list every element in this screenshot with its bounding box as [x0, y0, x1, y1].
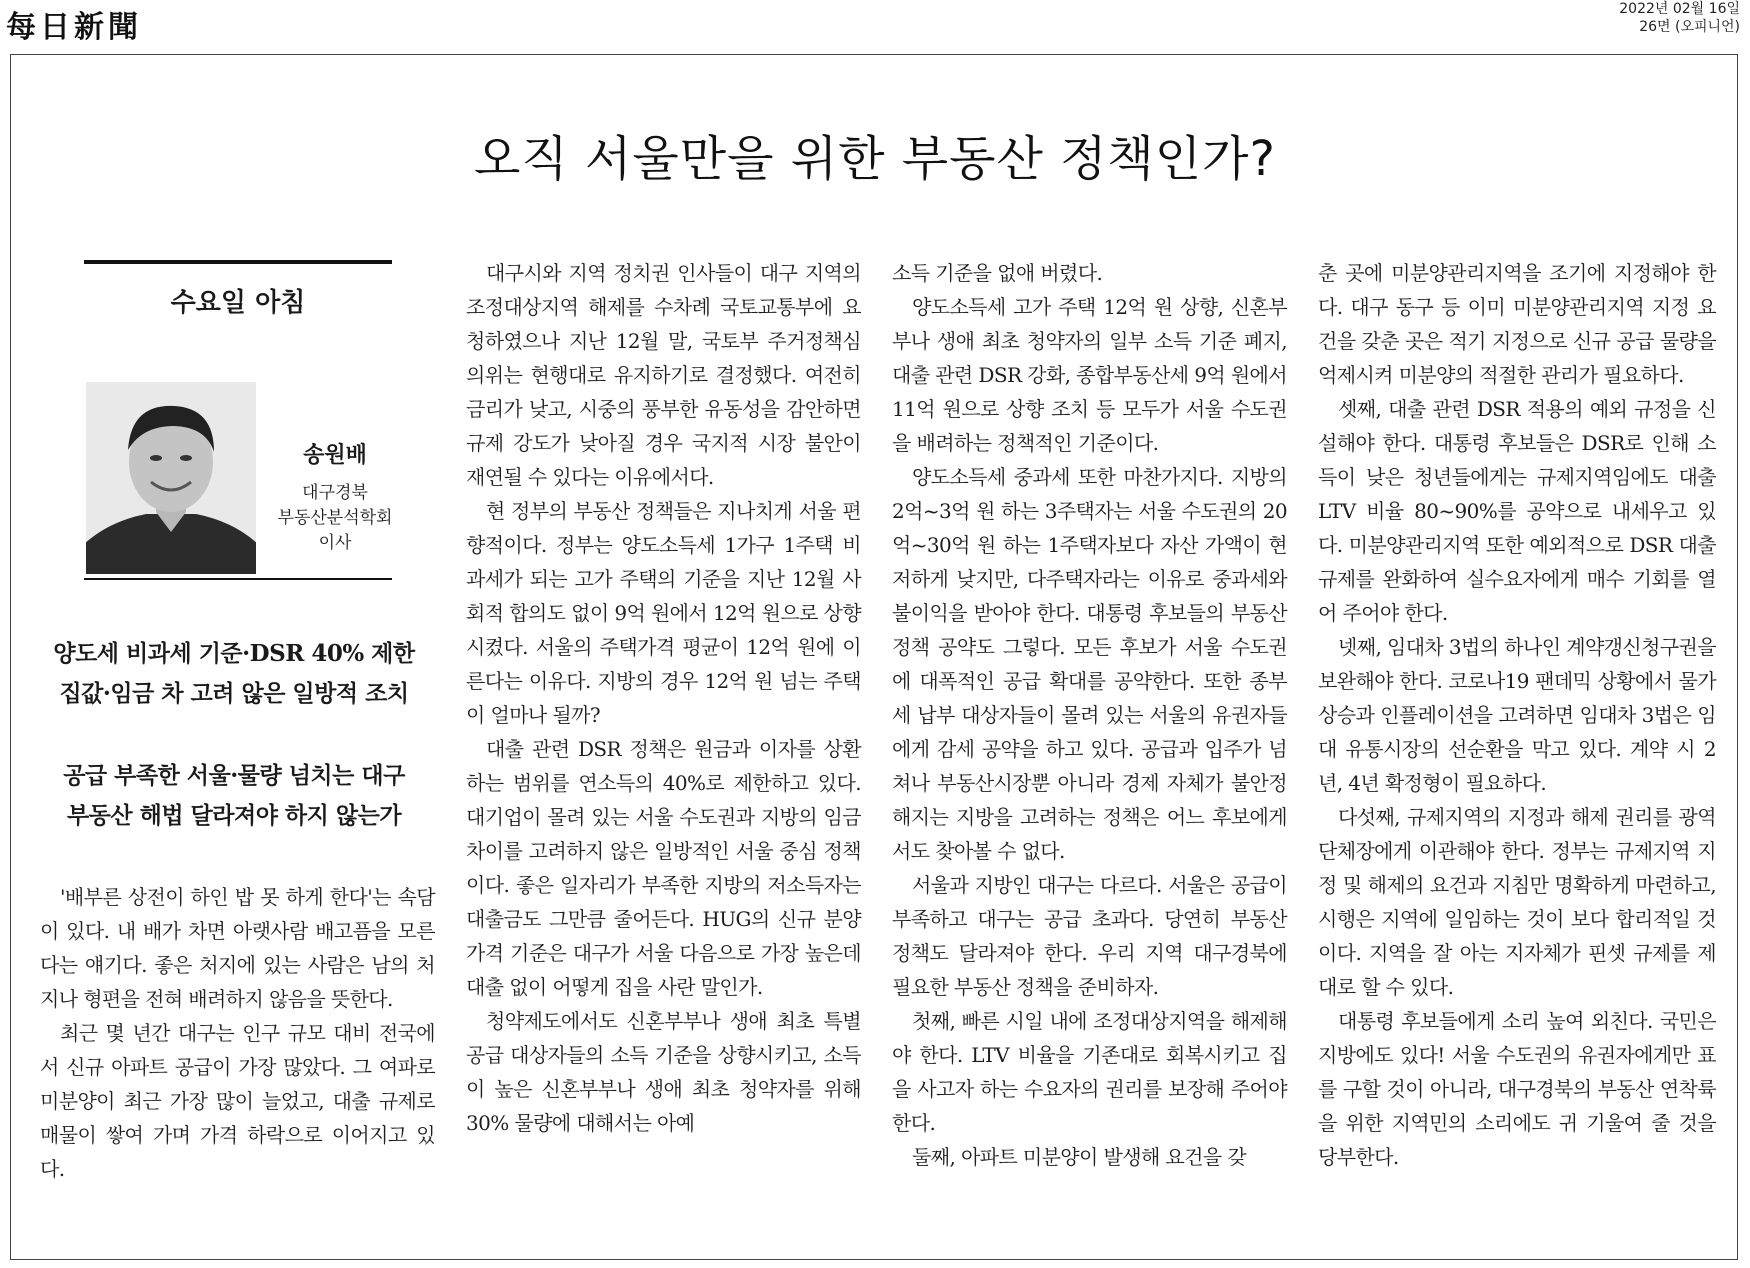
paragraph: 다섯째, 규제지역의 지정과 해제 권리를 광역단체장에게 이관해야 한다. 정부는 규제지역 지정 및 해제의 요건과 지침만 명확하게 마련하고, 시행은 지역에 일임하는 것이 보다 합리적일 것이다. 지역을 잘 아는 지자체가 핀셋 규제를 제대로 할 수 있다. [1318, 805, 1716, 999]
paragraph: 현 정부의 부동산 정책들은 지나치게 서울 편향적이다. 정부는 양도소득세 1가구 1주택 비과세가 되는 고가 주택의 기준을 지난 12월 사회적 합의도 없이 9억 원에서 12억 원으로 상향시켰다. 서울의 주택가격 평균이 12억 원에 이른다는 이유다. 지방의 경우 12억 원 넘는 주택이 얼마나 될까? [466, 499, 861, 727]
sidebar-top-rule [84, 260, 392, 264]
body-column-2 [466, 256, 861, 1140]
author-photo [86, 382, 256, 574]
issue-date: 2022년 02월 16일 [1619, 1, 1740, 17]
body-column-4 [1318, 256, 1716, 1174]
issue-meta [1619, 0, 1740, 36]
sidebar-bottom-rule [84, 578, 392, 580]
paragraph: 첫째, 빠른 시일 내에 조정대상지역을 해제해야 한다. LTV 비율을 기존대로 회복시키고 집을 사고자 하는 수요자의 권리를 보장해 주어야 한다. [892, 1009, 1287, 1135]
paragraph: 대통령 후보들에게 소리 높여 외친다. 국민은 지방에도 있다! 서울 수도권의 유권자에게만 표를 구할 것이 아니라, 대구경북의 부동산 연착륙을 위한 지역민의 소리에도 귀 기울여 줄 것을 당부한다. [1318, 1009, 1716, 1169]
subhead-2-line-1: 공급 부족한 서울·물량 넘치는 대구 [63, 762, 405, 789]
author-portrait [86, 382, 256, 574]
paragraph-continued: 춘 곳에 미분양관리지역을 조기에 지정해야 한다. 대구 동구 등 이미 미분양관리지역 지정 요건을 갖춘 곳은 적기 지정으로 신규 공급 물량을 억제시켜 미분양의 적절한 관리가 필요하다. [1318, 261, 1716, 387]
paragraph: 셋째, 대출 관련 DSR 적용의 예외 규정을 신설해야 한다. 대통령 후보들은 DSR로 인해 소득이 낮은 청년들에게는 규제지역임에도 대출 LTV 비율 80~90%를 공약으로 내세우고 있다. 미분양관리지역 또한 예외적으로 DSR 대출 규제를 완화하여 실수요자에게 매수 기회를 열어 주어야 한다. [1318, 397, 1716, 625]
subhead-2 [38, 756, 430, 836]
paragraph: 대출 관련 DSR 정책은 원금과 이자를 상환하는 범위를 연소득의 40%로 제한하고 있다. 대기업이 몰려 있는 서울 수도권과 지방의 임금 차이를 고려하지 않은 일방적인 서울 중심 정책이다. 좋은 일자리가 부족한 지방의 저소득자는 대출금도 그만큼 줄어든다. HUG의 신규 분양가격 기준은 대구가 서울 다음으로 가장 높은데 대출 없이 어떻게 집을 사란 말인가. [466, 737, 861, 999]
author-org: 대구경북 [302, 483, 368, 503]
author-info [260, 438, 410, 556]
subhead-1-line-2: 집값·임금 차 고려 않은 일방적 조치 [59, 680, 409, 707]
page-section: 26면 (오피니언) [1639, 19, 1740, 35]
paragraph: 넷째, 임대차 3법의 하나인 계약갱신청구권을 보완해야 한다. 코로나19 팬데믹 상황에서 물가 상승과 인플레이션을 고려하면 임대차 3법은 임대 유통시장의 선순환을 막고 있다. 계약 시 2년, 4년 확정형이 필요하다. [1318, 635, 1716, 795]
author-title: 이사 [318, 533, 352, 553]
column-name: 수요일 아침 [170, 288, 306, 318]
paragraph: 대구시와 지역 정치권 인사들이 대구 지역의 조정대상지역 해제를 수차례 국토교통부에 요청하였으나 지난 12월 말, 국토부 주거정책심의위는 현행대로 유지하기로 결정했다. 여전히 금리가 낮고, 시중의 풍부한 유동성을 감안하면 규제 강도가 낮아질 경우 국지적 시장 불안이 재연될 수 있다는 이유에서다. [466, 261, 861, 489]
paragraph: 청약제도에서도 신혼부부나 생애 최초 특별 공급 대상자들의 소득 기준을 상향시키고, 소득이 높은 신혼부부나 생애 최초 청약자를 위해 30% 물량에 대해서는 아예 [466, 1009, 861, 1135]
paragraph: '배부른 상전이 하인 밥 못 하게 한다'는 속담이 있다. 내 배가 차면 아랫사람 배고픔을 모른다는 얘기다. 좋은 처지에 있는 사람은 남의 처지나 형편을 전혀 배려하지 않음을 뜻한다. [40, 885, 435, 1011]
paragraph: 양도소득세 고가 주택 12억 원 상향, 신혼부부나 생애 최초 청약자의 일부 소득 기준 폐지, 대출 관련 DSR 강화, 종합부동산세 9억 원에서 11억 원으로 상향 조치 등 모두가 서울 수도권을 배려하는 정책적인 기준이다. [892, 295, 1287, 455]
paragraph-continued: 소득 기준을 없애 버렸다. [892, 261, 1103, 285]
paragraph: 둘째, 아파트 미분양이 발생해 요건을 갖 [912, 1145, 1247, 1169]
subhead-1-line-1: 양도세 비과세 기준·DSR 40% 제한 [53, 640, 415, 667]
paragraph: 최근 몇 년간 대구는 인구 규모 대비 전국에서 신규 아파트 공급이 가장 많았다. 그 여파로 미분양이 최근 가장 많이 늘었고, 대출 규제로 매물이 쌓여 가며 가격 하락으로 이어지고 있다. [40, 1021, 435, 1181]
subhead-1 [38, 634, 430, 714]
body-column-1 [40, 880, 435, 1186]
subhead-2-line-2: 부동산 해법 달라져야 하지 않는가 [66, 802, 402, 829]
author-dept: 부동산분석학회 [277, 508, 393, 528]
newspaper-logo: 每日新聞 [6, 10, 142, 45]
body-column-3 [892, 256, 1287, 1174]
paragraph: 양도소득세 중과세 또한 마찬가지다. 지방의 2억~3억 원 하는 3주택자는 서울 수도권의 20억~30억 원 하는 1주택자보다 자산 가액이 현저하게 낮지만, 다주택자라는 이유로 중과세와 불이익을 받아야 한다. 대통령 후보들의 부동산 정책 공약도 그렇다. 모든 후보가 서울 수도권에 대폭적인 공급 확대를 공약한다. 또한 종부세 납부 대상자들이 몰려 있는 서울의 유권자들에게 감세 공약을 하고 있다. 공급과 입주가 넘쳐나 부동산시장뿐 아니라 경제 자체가 불안정해지는 지방을 고려하는 정책은 어느 후보에게서도 찾아볼 수 없다. [892, 465, 1287, 863]
article-headline: 오직 서울만을 위한 부동산 정책인가? [473, 131, 1277, 187]
author-name: 송원배 [303, 443, 367, 468]
paragraph: 서울과 지방인 대구는 다르다. 서울은 공급이 부족하고 대구는 공급 초과다. 당연히 부동산 정책도 달라져야 한다. 우리 지역 대구경북에 필요한 부동산 정책을 준비하자. [892, 873, 1287, 999]
